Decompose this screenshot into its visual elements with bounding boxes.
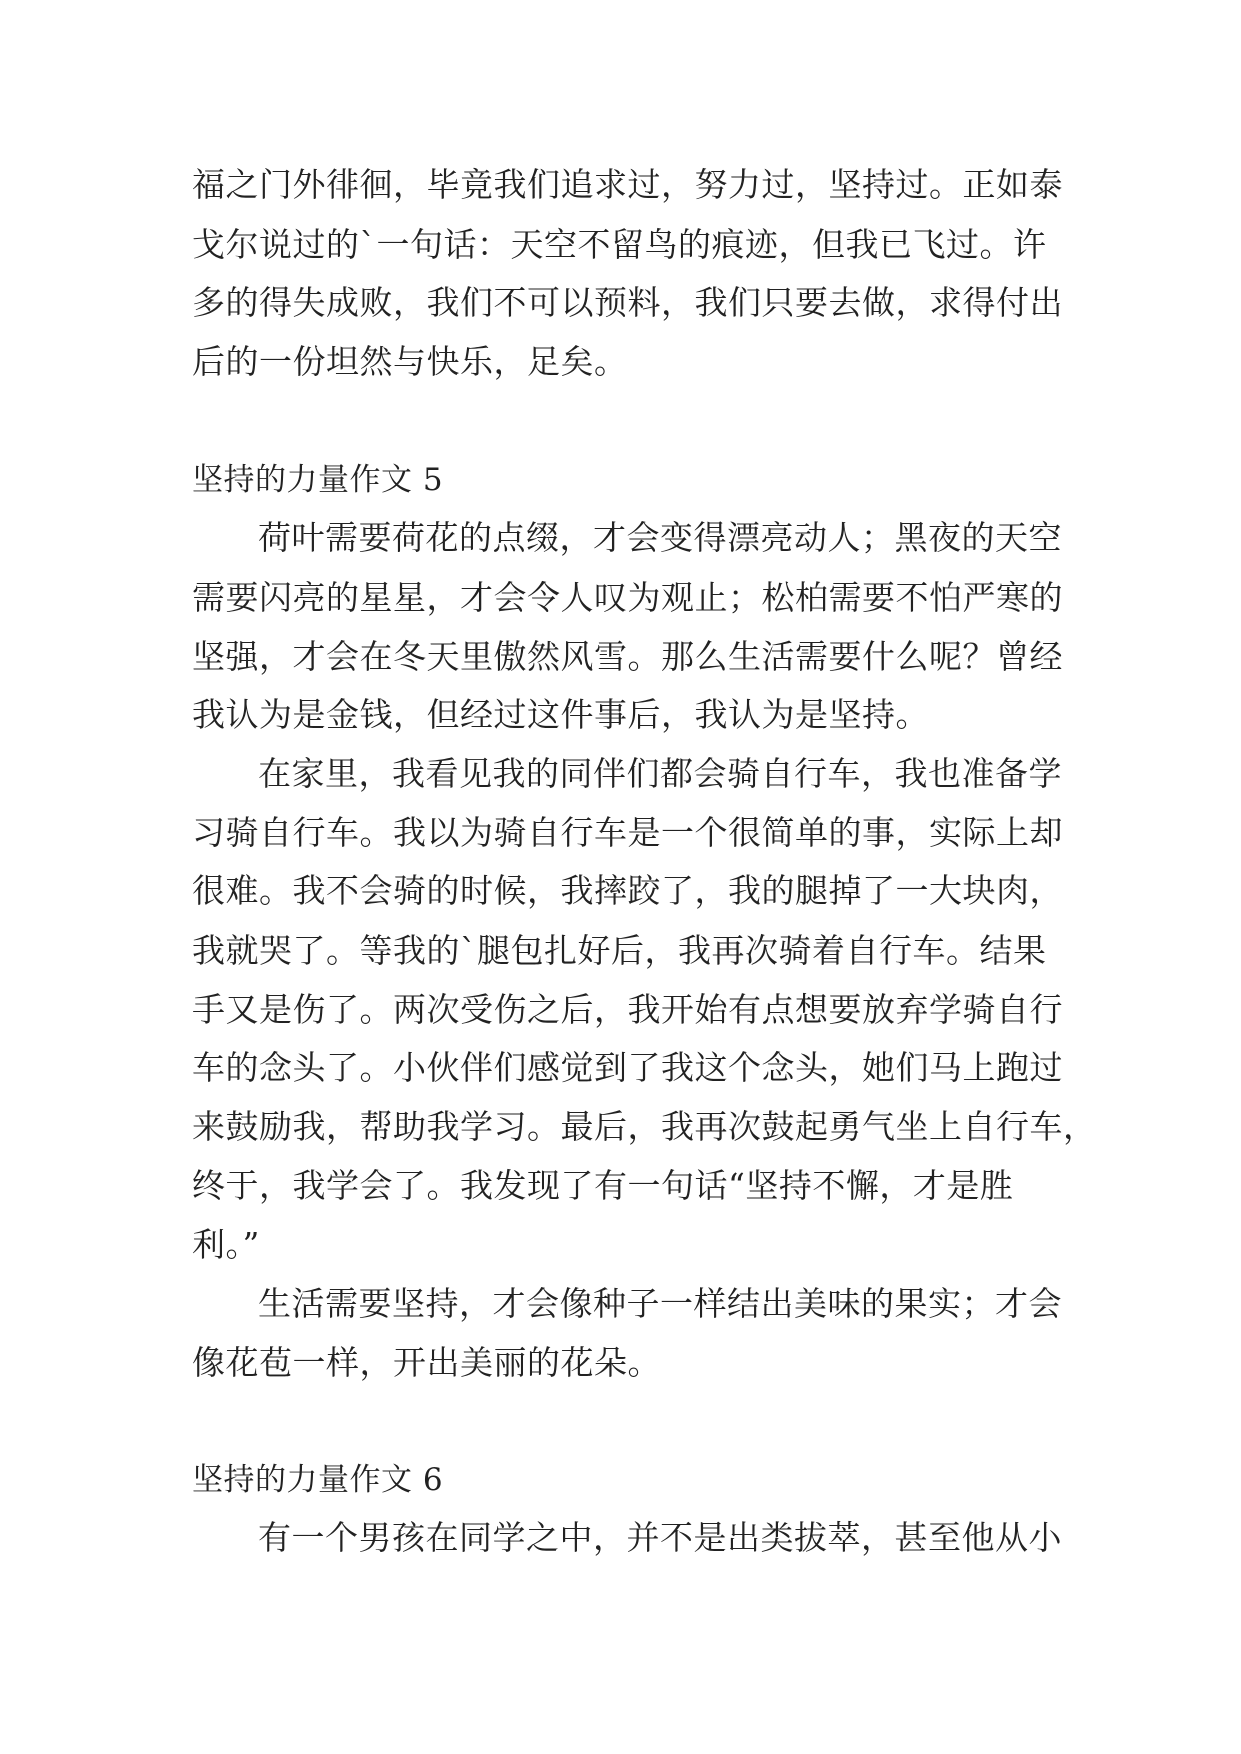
paragraph-line: 需要闪亮的星星，才会令人叹为观止；松柏需要不怕严寒的 bbox=[192, 578, 1063, 617]
paragraph-line: 车的念头了。小伙伴们感觉到了我这个念头，她们马上跑过 bbox=[192, 1048, 1063, 1087]
paragraph-line: 像花苞一样，开出美丽的花朵。 bbox=[192, 1343, 661, 1382]
paragraph-line: 我认为是金钱，但经过这件事后，我认为是坚持。 bbox=[192, 695, 929, 734]
paragraph-line: 生活需要坚持，才会像种子一样结出美味的果实；才会 bbox=[258, 1284, 1062, 1323]
paragraph-line: 手又是伤了。两次受伤之后，我开始有点想要放弃学骑自行 bbox=[192, 990, 1063, 1029]
paragraph-line: 终于，我学会了。我发现了有一句话“坚持不懈，才是胜 bbox=[192, 1166, 1014, 1205]
paragraph-line: 习骑自行车。我以为骑自行车是一个很简单的事，实际上却 bbox=[192, 813, 1063, 852]
section-heading: 坚持的力量作文 5 bbox=[192, 462, 444, 498]
paragraph-line: 有一个男孩在同学之中，并不是出类拔萃，甚至他从小 bbox=[258, 1518, 1062, 1557]
paragraph-line: 坚强，才会在冬天里傲然风雪。那么生活需要什么呢？曾经 bbox=[192, 637, 1063, 676]
paragraph-line: 在家里，我看见我的同伴们都会骑自行车，我也准备学 bbox=[258, 754, 1062, 793]
paragraph-line: 来鼓励我，帮助我学习。最后，我再次鼓起勇气坐上自行车， bbox=[192, 1107, 1097, 1146]
paragraph-line: 我就哭了。等我的`腿包扎好后，我再次骑着自行车。结果 bbox=[192, 931, 1047, 970]
paragraph-line: 很难。我不会骑的时候，我摔跤了，我的腿掉了一大块肉， bbox=[192, 871, 1063, 910]
section-heading: 坚持的力量作文 6 bbox=[192, 1462, 444, 1498]
paragraph-line: 后的一份坦然与快乐，足矣。 bbox=[192, 342, 628, 381]
paragraph-line: 多的得失成败，我们不可以预料，我们只要去做，求得付出 bbox=[192, 283, 1063, 322]
paragraph-line: 荷叶需要荷花的点缀，才会变得漂亮动人；黑夜的天空 bbox=[258, 518, 1062, 557]
paragraph-line: 利。” bbox=[192, 1225, 260, 1264]
paragraph-line: 福之门外徘徊，毕竟我们追求过，努力过，坚持过。正如泰 bbox=[192, 165, 1063, 204]
paragraph-line: 戈尔说过的`一句话：天空不留鸟的痕迹，但我已飞过。许 bbox=[192, 225, 1047, 264]
